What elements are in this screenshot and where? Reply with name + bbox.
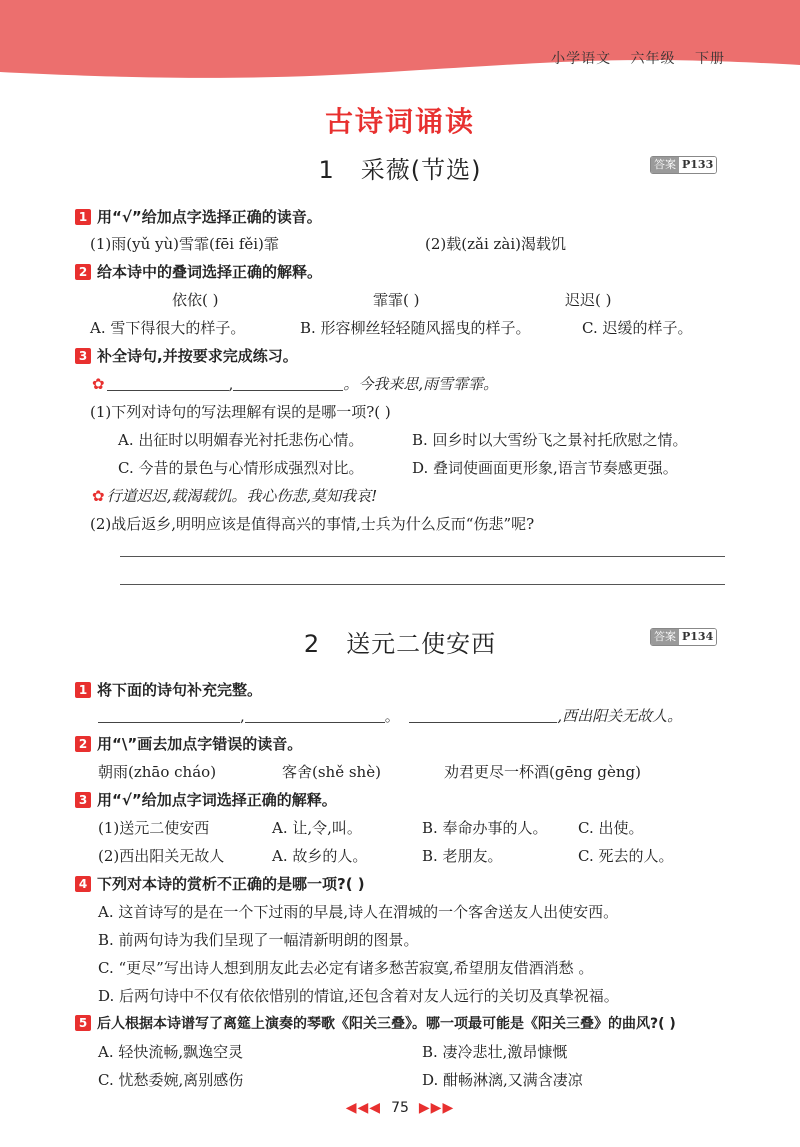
fill-blank[interactable] [245, 706, 385, 723]
question-number: 1 [75, 209, 91, 225]
fill-blank[interactable] [409, 706, 557, 723]
lesson-2-name: 送元二使安西 [346, 630, 497, 658]
l1-q3-option-d: D. 叠词使画面更形象,语言节奏感更强。 [412, 459, 678, 477]
l2-q2-item-a: 朝雨(zhāo cháo) [98, 763, 217, 781]
header-subject: 小学语文 [551, 51, 612, 67]
l2-q1-poem [98, 706, 682, 726]
question-text: 后人根据本诗谱写了离筵上演奏的琴歌《阳关三叠》。哪一项最可能是《阳关三叠》的曲风?( ) [97, 1016, 676, 1032]
answer-badge-1 [650, 156, 717, 174]
l1-question-1 [75, 207, 322, 227]
question-number: 4 [75, 876, 91, 892]
l2-q3-row-1: (1)送元二使安西 [98, 819, 210, 837]
l2-question-1 [75, 680, 262, 700]
lesson-1-name: 采薇(节选) [360, 156, 482, 184]
l1-q3-option-c: C. 今昔的景色与心情形成强烈对比。 [118, 459, 364, 477]
l1-q1-item-a: (1)雨(yǔ yù)雪霏(fēi fěi)霏 [90, 235, 279, 253]
l1-q2-option-b: B. 形容柳丝轻轻随风摇曳的样子。 [300, 319, 531, 337]
question-text: 用“√”给加点字词选择正确的解释。 [97, 791, 337, 809]
l2-q5-option-c: C. 忧愁委婉,离别感伤 [98, 1071, 244, 1089]
answer-line[interactable] [120, 584, 725, 585]
l2-q4-option-a: A. 这首诗写的是在一个下过雨的早晨,诗人在渭城的一个客舍送友人出使安西。 [98, 903, 619, 921]
answer-label: 答案 [651, 157, 679, 173]
question-text: 用“\”画去加点字错误的读音。 [97, 735, 303, 753]
comma: , [228, 375, 234, 393]
header-grade: 六年级 [630, 51, 676, 67]
l2-q4-option-b: B. 前两句诗为我们呈现了一幅清新明朗的图景。 [98, 931, 419, 949]
lesson-2-number: 2 [303, 630, 321, 658]
question-number: 3 [75, 792, 91, 808]
l2-q3-row-1-b: B. 奉命办事的人。 [422, 819, 548, 837]
l1-q2-option-c: C. 迟缓的样子。 [582, 319, 693, 337]
left-arrows-icon: ◀◀◀ [345, 1100, 382, 1116]
l1-q3-option-b: B. 回乡时以大雪纷飞之景衬托欣慰之情。 [412, 431, 688, 449]
l1-q2-word-2: 霏霏( ) [373, 291, 420, 309]
header-volume: 下册 [695, 51, 725, 67]
l1-q2-option-a: A. 雪下得很大的样子。 [90, 319, 246, 337]
l2-question-3 [75, 790, 337, 810]
question-text: 下列对本诗的赏析不正确的是哪一项?( ) [97, 875, 365, 893]
flower-icon: ✿ [92, 375, 105, 393]
l2-q2-item-c: 劝君更尽一杯酒(gēng gèng) [444, 763, 641, 781]
fill-blank[interactable] [233, 374, 343, 391]
right-arrows-icon: ▶▶▶ [418, 1100, 455, 1116]
question-number: 2 [75, 736, 91, 752]
l2-q5-option-b: B. 凄冷悲壮,激昂慷慨 [422, 1043, 568, 1061]
question-number: 1 [75, 682, 91, 698]
poem-tail: ,西出阳关无故人。 [557, 707, 683, 725]
l2-q3-row-2-b: B. 老朋友。 [422, 847, 503, 865]
flower-icon: ✿ [92, 487, 105, 505]
l2-q3-row-2-a: A. 故乡的人。 [272, 847, 368, 865]
l2-q4-option-c: C. “更尽”写出诗人想到朋友此去必定有诸多愁苦寂寞,希望朋友借酒消愁 。 [98, 959, 594, 977]
l2-q2-item-b: 客舍(shě shè) [282, 763, 381, 781]
answer-page: P133 [679, 157, 716, 173]
fill-blank[interactable] [107, 374, 229, 391]
l2-q5-option-a: A. 轻快流畅,飘逸空灵 [98, 1043, 244, 1061]
answer-line[interactable] [120, 556, 725, 557]
question-text: 用“√”给加点字选择正确的读音。 [97, 208, 322, 226]
l2-q5-option-d: D. 酣畅淋漓,又满含凄凉 [422, 1071, 583, 1089]
question-text: 补全诗句,并按要求完成练习。 [97, 347, 298, 365]
l1-question-3 [75, 346, 298, 366]
l1-question-2 [75, 262, 322, 282]
page-number: 75 [391, 1100, 409, 1116]
question-number: 3 [75, 348, 91, 364]
fill-blank[interactable] [98, 706, 240, 723]
poem-text: 行道迟迟,载渴载饥。我心伤悲,莫知我哀! [106, 487, 378, 505]
unit-title: 古诗词诵读 [324, 105, 475, 138]
l2-q3-row-1-c: C. 出使。 [578, 819, 644, 837]
answer-badge-2 [650, 628, 717, 646]
question-number: 5 [75, 1015, 91, 1031]
separator: 。 [384, 707, 400, 725]
l2-q3-row-2: (2)西出阳关无故人 [98, 847, 225, 865]
l1-q3-option-a: A. 出征时以明媚春光衬托悲伤心情。 [118, 431, 364, 449]
l1-q1-item-b: (2)载(zǎi zài)渴载饥 [425, 235, 567, 253]
l2-q4-option-d: D. 后两句诗中不仅有依依惜别的情谊,还包含着对友人远行的关切及真挚祝福。 [98, 987, 619, 1005]
question-number: 2 [75, 264, 91, 280]
l2-q3-row-1-a: A. 让,令,叫。 [272, 819, 362, 837]
header-info [537, 48, 725, 68]
l2-question-2 [75, 734, 302, 754]
answer-page: P134 [679, 629, 716, 645]
l1-q2-word-1: 依依( ) [172, 291, 219, 309]
l1-q3-sub-1: (1)下列对诗句的写法理解有误的是哪一项?( ) [90, 403, 391, 421]
answer-label: 答案 [651, 629, 679, 645]
l1-q3-poem-line-2 [92, 486, 377, 506]
l1-q2-word-3: 迟迟( ) [565, 291, 612, 309]
l1-q3-poem-line-1 [92, 374, 498, 394]
question-text: 给本诗中的叠词选择正确的解释。 [97, 263, 323, 281]
separator: , [240, 707, 245, 725]
header-band [0, 0, 800, 90]
l2-q3-row-2-c: C. 死去的人。 [578, 847, 674, 865]
lesson-1-number: 1 [318, 156, 335, 184]
l2-question-4 [75, 874, 365, 894]
page-footer [0, 1100, 800, 1116]
question-text: 将下面的诗句补充完整。 [97, 681, 263, 699]
poem-tail: 。今我来思,雨雪霏霏。 [343, 375, 499, 393]
l2-question-5 [75, 1014, 676, 1034]
l1-q3-sub-2: (2)战后返乡,明明应该是值得高兴的事情,士兵为什么反而“伤悲”呢? [90, 515, 535, 533]
